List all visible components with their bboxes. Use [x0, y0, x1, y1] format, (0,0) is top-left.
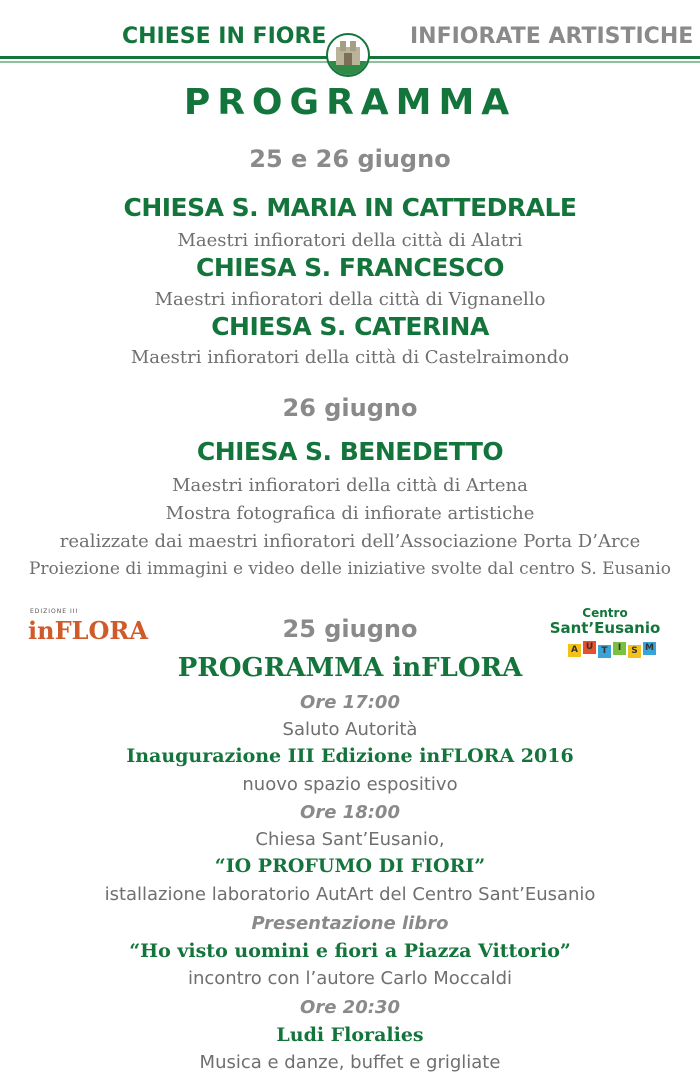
chiesa-santeusanio: Chiesa Sant’Eusanio,: [255, 829, 445, 850]
church-s-caterina-sub: Maestri infioratori della città di Castelraimondo: [130, 347, 570, 368]
musica-danze: Musica e danze, buffet e grigliate: [199, 1052, 501, 1073]
header-right-title: INFIORATE ARTISTICHE: [410, 24, 694, 49]
autism-block: T: [598, 645, 611, 658]
benedetto-line: Proiezione di immagini e video delle iniziative svolte dal centro S. Eusanio: [28, 559, 671, 579]
autism-block: S: [628, 645, 641, 658]
church-s-maria-sub: Maestri infioratori della città di Alatri: [177, 230, 523, 251]
ludi-floralies: Ludi Floralies: [276, 1024, 424, 1046]
church-s-benedetto: CHIESA S. BENEDETTO: [196, 437, 504, 466]
time-1800: Ore 18:00: [300, 802, 400, 823]
istallazione-line: istallazione laboratorio AutArt del Centro Sant’Eusanio: [104, 884, 596, 905]
book-title: “Ho visto uomini e fiori a Piazza Vittorio”: [129, 940, 571, 962]
presentazione-libro: Presentazione libro: [251, 913, 449, 934]
benedetto-line: Mostra fotografica di infiorate artistiche: [165, 503, 535, 524]
church-s-maria: CHIESA S. MARIA IN CATTEDRALE: [123, 193, 577, 222]
saluto-autorita: Saluto Autorità: [282, 719, 418, 740]
page-title: PROGRAMMA: [183, 82, 517, 123]
inflora-logo-small-text: EDIZIONE III: [30, 608, 79, 615]
programma-inflora-title: PROGRAMMA inFLORA: [177, 653, 523, 683]
town-logo: [326, 33, 370, 77]
time-1700: Ore 17:00: [300, 692, 400, 713]
church-s-francesco: CHIESA S. FRANCESCO: [195, 253, 505, 282]
nuovo-spazio: nuovo spazio espositivo: [242, 774, 458, 795]
section1-date: 25 e 26 giugno: [249, 145, 451, 173]
section3-date: 25 giugno: [282, 615, 418, 643]
benedetto-line: realizzate dai maestri infioratori dell’Associazione Porta D’Arce: [59, 531, 641, 552]
inflora-logo-main-text: inFLORA: [28, 616, 148, 645]
inaugurazione: Inaugurazione III Edizione inFLORA 2016: [126, 745, 574, 767]
io-profumo-di-fiori: “IO PROFUMO DI FIORI”: [214, 855, 486, 877]
church-s-caterina: CHIESA S. CATERINA: [211, 312, 489, 341]
centro-logo-line2: Sant’Eusanio: [549, 619, 661, 637]
autism-block: M: [643, 642, 656, 655]
centro-logo-line1: Centro: [582, 606, 628, 620]
autism-block: U: [583, 641, 596, 654]
section2-date: 26 giugno: [282, 394, 418, 422]
church-s-francesco-sub: Maestri infioratori della città di Vignanello: [154, 289, 546, 310]
autism-block: I: [613, 642, 626, 655]
incontro-autore: incontro con l’autore Carlo Moccaldi: [187, 968, 513, 989]
header-left-title: CHIESE IN FIORE: [122, 24, 327, 49]
benedetto-line: Maestri infioratori della città di Artena: [172, 475, 528, 496]
time-2030: Ore 20:30: [300, 997, 400, 1018]
autism-block: A: [568, 644, 581, 657]
